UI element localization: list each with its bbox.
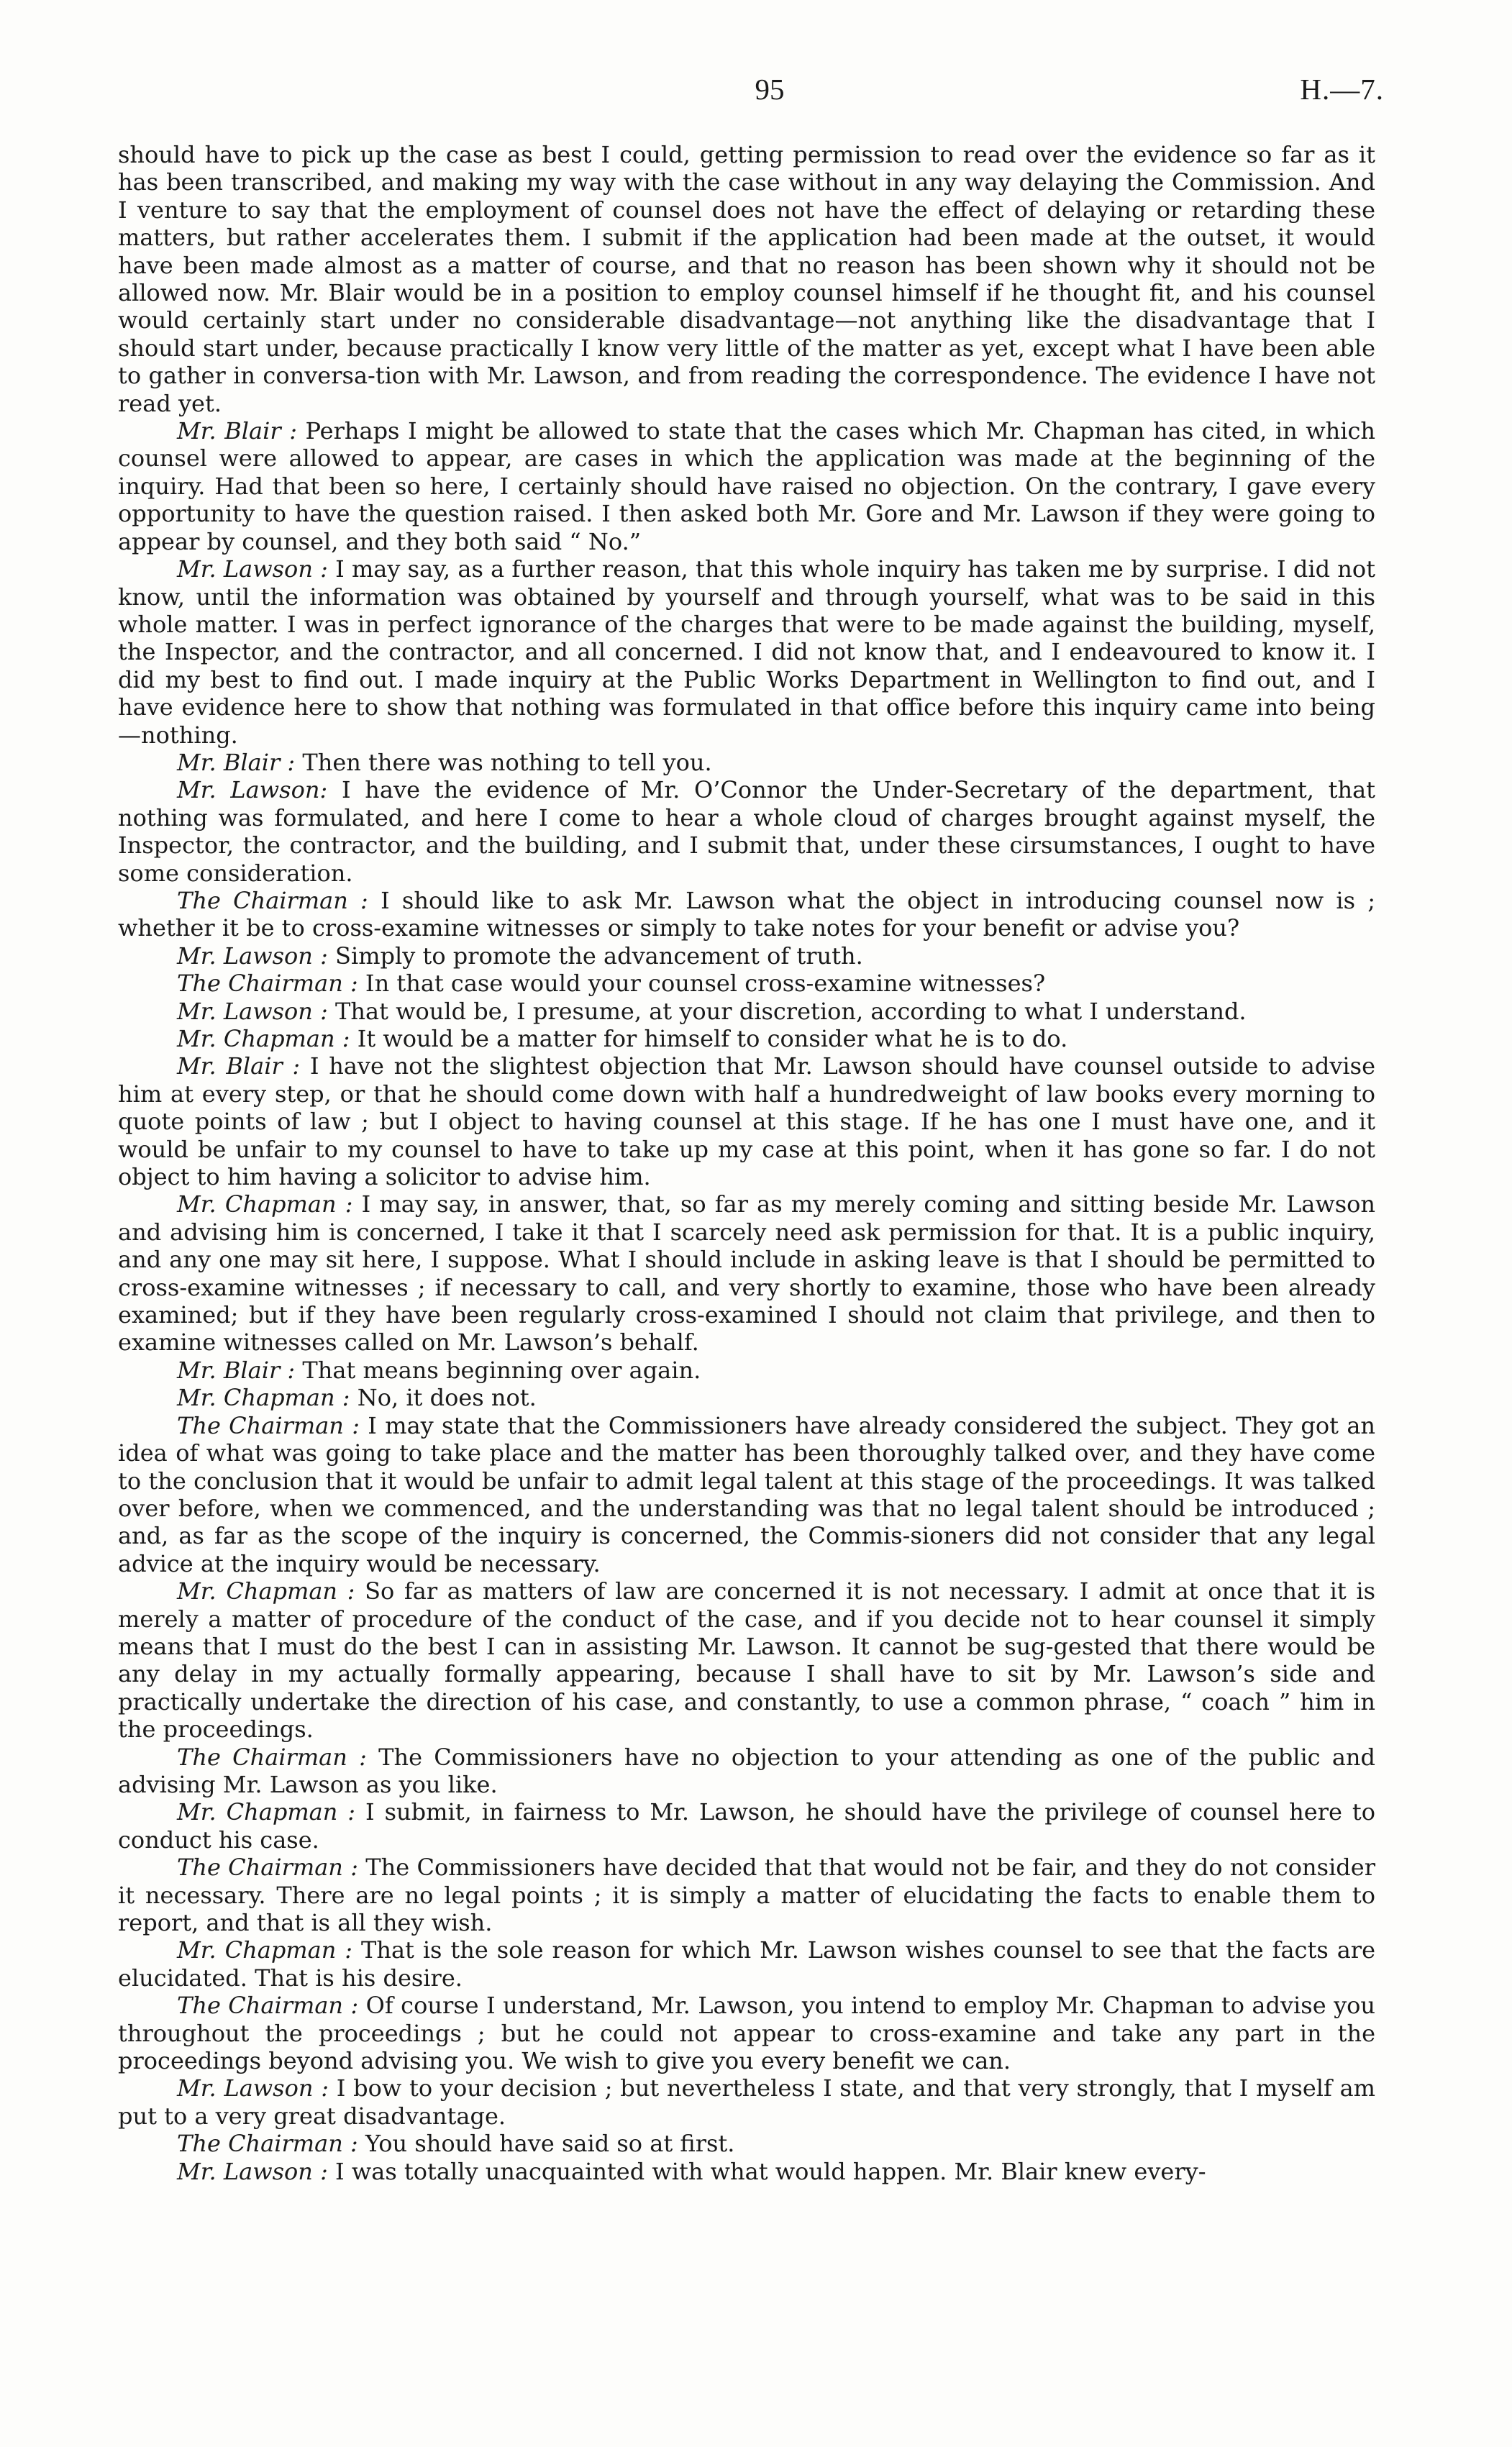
paragraph xyxy=(118,1744,1375,1799)
paragraph-text: I bow to your decision ; but nevertheless I state, and that very strongly, that I myself am put to a very great disadvantage. xyxy=(118,2074,1376,2130)
speaker-name: Mr. Blair : xyxy=(177,1356,296,1384)
page-number: 95 xyxy=(755,73,785,106)
paragraph-text: I was totally unacquainted with what would happen. Mr. Blair knew every- xyxy=(335,2157,1206,2185)
speaker-name: Mr. Blair : xyxy=(177,748,296,776)
paragraph-text: I have the evidence of Mr. O’Connor the Under-Secretary of the department, that nothing was formulated, and here I come to hear a whole cloud of charges brought against myself, the Inspector, the contractor, and the building, and I submit that, under these cirsumstances, I ought to have some consideration. xyxy=(118,776,1376,887)
speaker-name: The Chairman : xyxy=(177,1743,367,1771)
paragraph xyxy=(118,1412,1375,1577)
paragraph xyxy=(118,776,1375,887)
speaker-name: Mr. Chapman : xyxy=(177,1936,353,1964)
paragraph-text: That means beginning over again. xyxy=(302,1356,701,1384)
paragraph-text: I have not the slightest objection that Mr. Lawson should have counsel outside to advise him at every step, or that he should come down with half a hundredweight of law books every morning to quote points of law ; but I object to having counsel at this stage. If he has one I must have one, and it would be unfair to my counsel to have to take up my case at this point, when it has gone so far. I do not object to him having a solicitor to advise him. xyxy=(118,1052,1376,1191)
paragraph-text: That would be, I presume, at your discretion, according to what I understand. xyxy=(335,997,1247,1025)
paragraph-text: I should like to ask Mr. Lawson what the object in introducing counsel now is ; whether it be to cross-examine witnesses or simply to take notes for your benefit or advise you? xyxy=(118,886,1376,942)
paragraph xyxy=(118,1854,1375,1936)
paragraph xyxy=(118,1992,1375,2074)
paragraph xyxy=(118,2130,1375,2157)
paragraph xyxy=(118,417,1375,555)
paragraph-text: should have to pick up the case as best I could, getting permission to read over the evidence so far as it has been transcribed, and making my way with the case without in any way delaying the Commission. And I venture to say that the employment of counsel does not have the effect of delaying or retarding these matters, but rather accelerates them. I submit if the application had been made at the outset, it would have been made almost as a matter of course, and that no reason has been shown why it should not be allowed now. Mr. Blair would be in a position to employ counsel himself if he thought fit, and his counsel would certainly start under no considerable disadvantage—not anything like the disadvantage that I should start under, because practically I know very little of the matter as yet, except what I have been able to gather in conversa-tion with Mr. Lawson, and from reading the correspondence. The evidence I have not read yet. xyxy=(118,141,1375,417)
paragraph-text: I submit, in fairness to Mr. Lawson, he should have the privilege of counsel here to conduct his case. xyxy=(118,1798,1376,1854)
paragraph xyxy=(118,2074,1375,2130)
paragraph-text: It would be a matter for himself to consider what he is to do. xyxy=(357,1025,1068,1052)
speaker-name: Mr. Lawson : xyxy=(177,2074,329,2102)
paragraph-text: In that case would your counsel cross-examine witnesses? xyxy=(365,970,1046,998)
speaker-name: The Chairman : xyxy=(177,1854,358,1882)
page-header xyxy=(0,72,1512,115)
paragraph-text: Then there was nothing to tell you. xyxy=(302,748,712,776)
paragraph xyxy=(118,887,1375,942)
paragraph xyxy=(118,1025,1375,1052)
speaker-name: Mr. Chapman : xyxy=(177,1025,350,1052)
paragraph xyxy=(118,1052,1375,1190)
speaker-name: The Chairman : xyxy=(177,886,368,914)
speaker-name: Mr. Chapman : xyxy=(177,1577,355,1605)
speaker-name: The Chairman : xyxy=(177,2130,358,2158)
paragraph xyxy=(118,942,1375,970)
paragraph xyxy=(118,1936,1375,1992)
paragraph-text: Perhaps I might be allowed to state that the cases which Mr. Chapman has cited, in which counsel were allowed to appear, are cases in which the application was made at the beginning of the inquiry. Had that been so here, I certainly should have raised no objection. On the contrary, I gave every opportunity to have the question raised. I then asked both Mr. Gore and Mr. Lawson if they were going to appear by counsel, and they both said “ No.” xyxy=(118,417,1376,555)
speaker-name: The Chairman : xyxy=(177,1411,360,1439)
paragraph xyxy=(118,1577,1375,1743)
speaker-name: The Chairman : xyxy=(177,970,358,998)
paragraph xyxy=(118,1357,1375,1384)
paragraph-text: I may say, in answer, that, so far as my merely coming and sitting beside Mr. Lawson and advising him is concerned, I take it that I scarcely need ask permission for that. It is a public inquiry, and any one may sit here, I suppose. What I should include in asking leave is that I should be permitted to cross-examine witnesses ; if necessary to call, and very shortly to examine, those who have been already examined; but if they have been regularly cross-examined I should not claim that privilege, and then to examine witnesses called on Mr. Lawson’s behalf. xyxy=(118,1190,1376,1357)
speaker-name: Mr. Lawson : xyxy=(177,555,328,583)
paragraph xyxy=(118,1798,1375,1854)
paragraph-text: No, it does not. xyxy=(357,1384,537,1412)
speaker-name: Mr. Chapman : xyxy=(177,1798,356,1826)
paragraph xyxy=(118,970,1375,997)
paragraph xyxy=(118,555,1375,749)
speaker-name: Mr. Lawson : xyxy=(177,997,328,1025)
paragraph-text: I may state that the Commissioners have already considered the subject. They got an idea of what was going to take place and the matter has been thoroughly talked over, and they have come to the conclusion that it would be unfair to admit legal talent at this stage of the proceedings. It was talked over before, when we commenced, and the understanding was that no legal talent should be introduced ; and, as far as the scope of the inquiry is concerned, the Commis-sioners did not consider that any legal advice at the inquiry would be necessary. xyxy=(118,1411,1376,1577)
paragraph-text: You should have said so at first. xyxy=(365,2130,735,2158)
transcript-body xyxy=(118,141,1375,2185)
paragraph-text: The Commissioners have no objection to your attending as one of the public and advising Mr. Lawson as you like. xyxy=(118,1743,1376,1798)
paragraph-text: Of course I understand, Mr. Lawson, you intend to employ Mr. Chapman to advise you throughout the proceedings ; but he could not appear to cross-examine and take any part in the proceedings beyond advising you. We wish to give you every benefit we can. xyxy=(118,1992,1376,2075)
speaker-name: Mr. Blair : xyxy=(177,417,297,445)
paragraph-text: I may say, as a further reason, that this whole inquiry has taken me by surprise. I did not know, until the information was obtained by yourself and through yourself, what was to be said in this whole matter. I was in perfect ignorance of the charges that were to be made against the building, myself, the Inspector, and the contractor, and all concerned. I did not know that, and I endeavoured to know it. I did my best to find out. I made inquiry at the Public Works Department in Wellington to find out, and I have evidence here to show that nothing was formulated in that office before this inquiry came into being—nothing. xyxy=(118,555,1376,749)
paragraph-text: So far as matters of law are concerned it is not necessary. I admit at once that it is merely a matter of procedure of the conduct of the case, and if you decide not to hear counsel it simply means that I must do the best I can in assisting Mr. Lawson. It cannot be sug-gested that there would be any delay in my actually formally appearing, because I shall have to sit by Mr. Lawson’s side and practically undertake the direction of his case, and constantly, to use a common phrase, “ coach ” him in the proceedings. xyxy=(118,1577,1376,1744)
paragraph xyxy=(118,749,1375,776)
paragraph xyxy=(118,141,1375,417)
speaker-name: Mr. Blair : xyxy=(177,1052,301,1080)
speaker-name: Mr. Chapman : xyxy=(177,1384,350,1412)
speaker-name: Mr. Chapman : xyxy=(177,1190,353,1218)
paragraph xyxy=(118,1190,1375,1356)
document-reference: H.—7. xyxy=(1300,73,1384,106)
paragraph xyxy=(118,1384,1375,1411)
speaker-name: Mr. Lawson: xyxy=(177,776,328,804)
paragraph-text: That is the sole reason for which Mr. Lawson wishes counsel to see that the facts are elucidated. That is his desire. xyxy=(118,1936,1376,1992)
speaker-name: Mr. Lawson : xyxy=(177,2157,328,2185)
speaker-name: The Chairman : xyxy=(177,1992,359,2020)
speaker-name: Mr. Lawson : xyxy=(177,942,328,970)
paragraph-text: The Commissioners have decided that that would not be fair, and they do not consider it necessary. There are no legal points ; it is simply a matter of elucidating the facts to enable them to report, and that is all they wish. xyxy=(118,1854,1376,1936)
paragraph-text: Simply to promote the advancement of truth. xyxy=(335,942,863,970)
paragraph xyxy=(118,998,1375,1025)
paragraph xyxy=(118,2158,1375,2185)
